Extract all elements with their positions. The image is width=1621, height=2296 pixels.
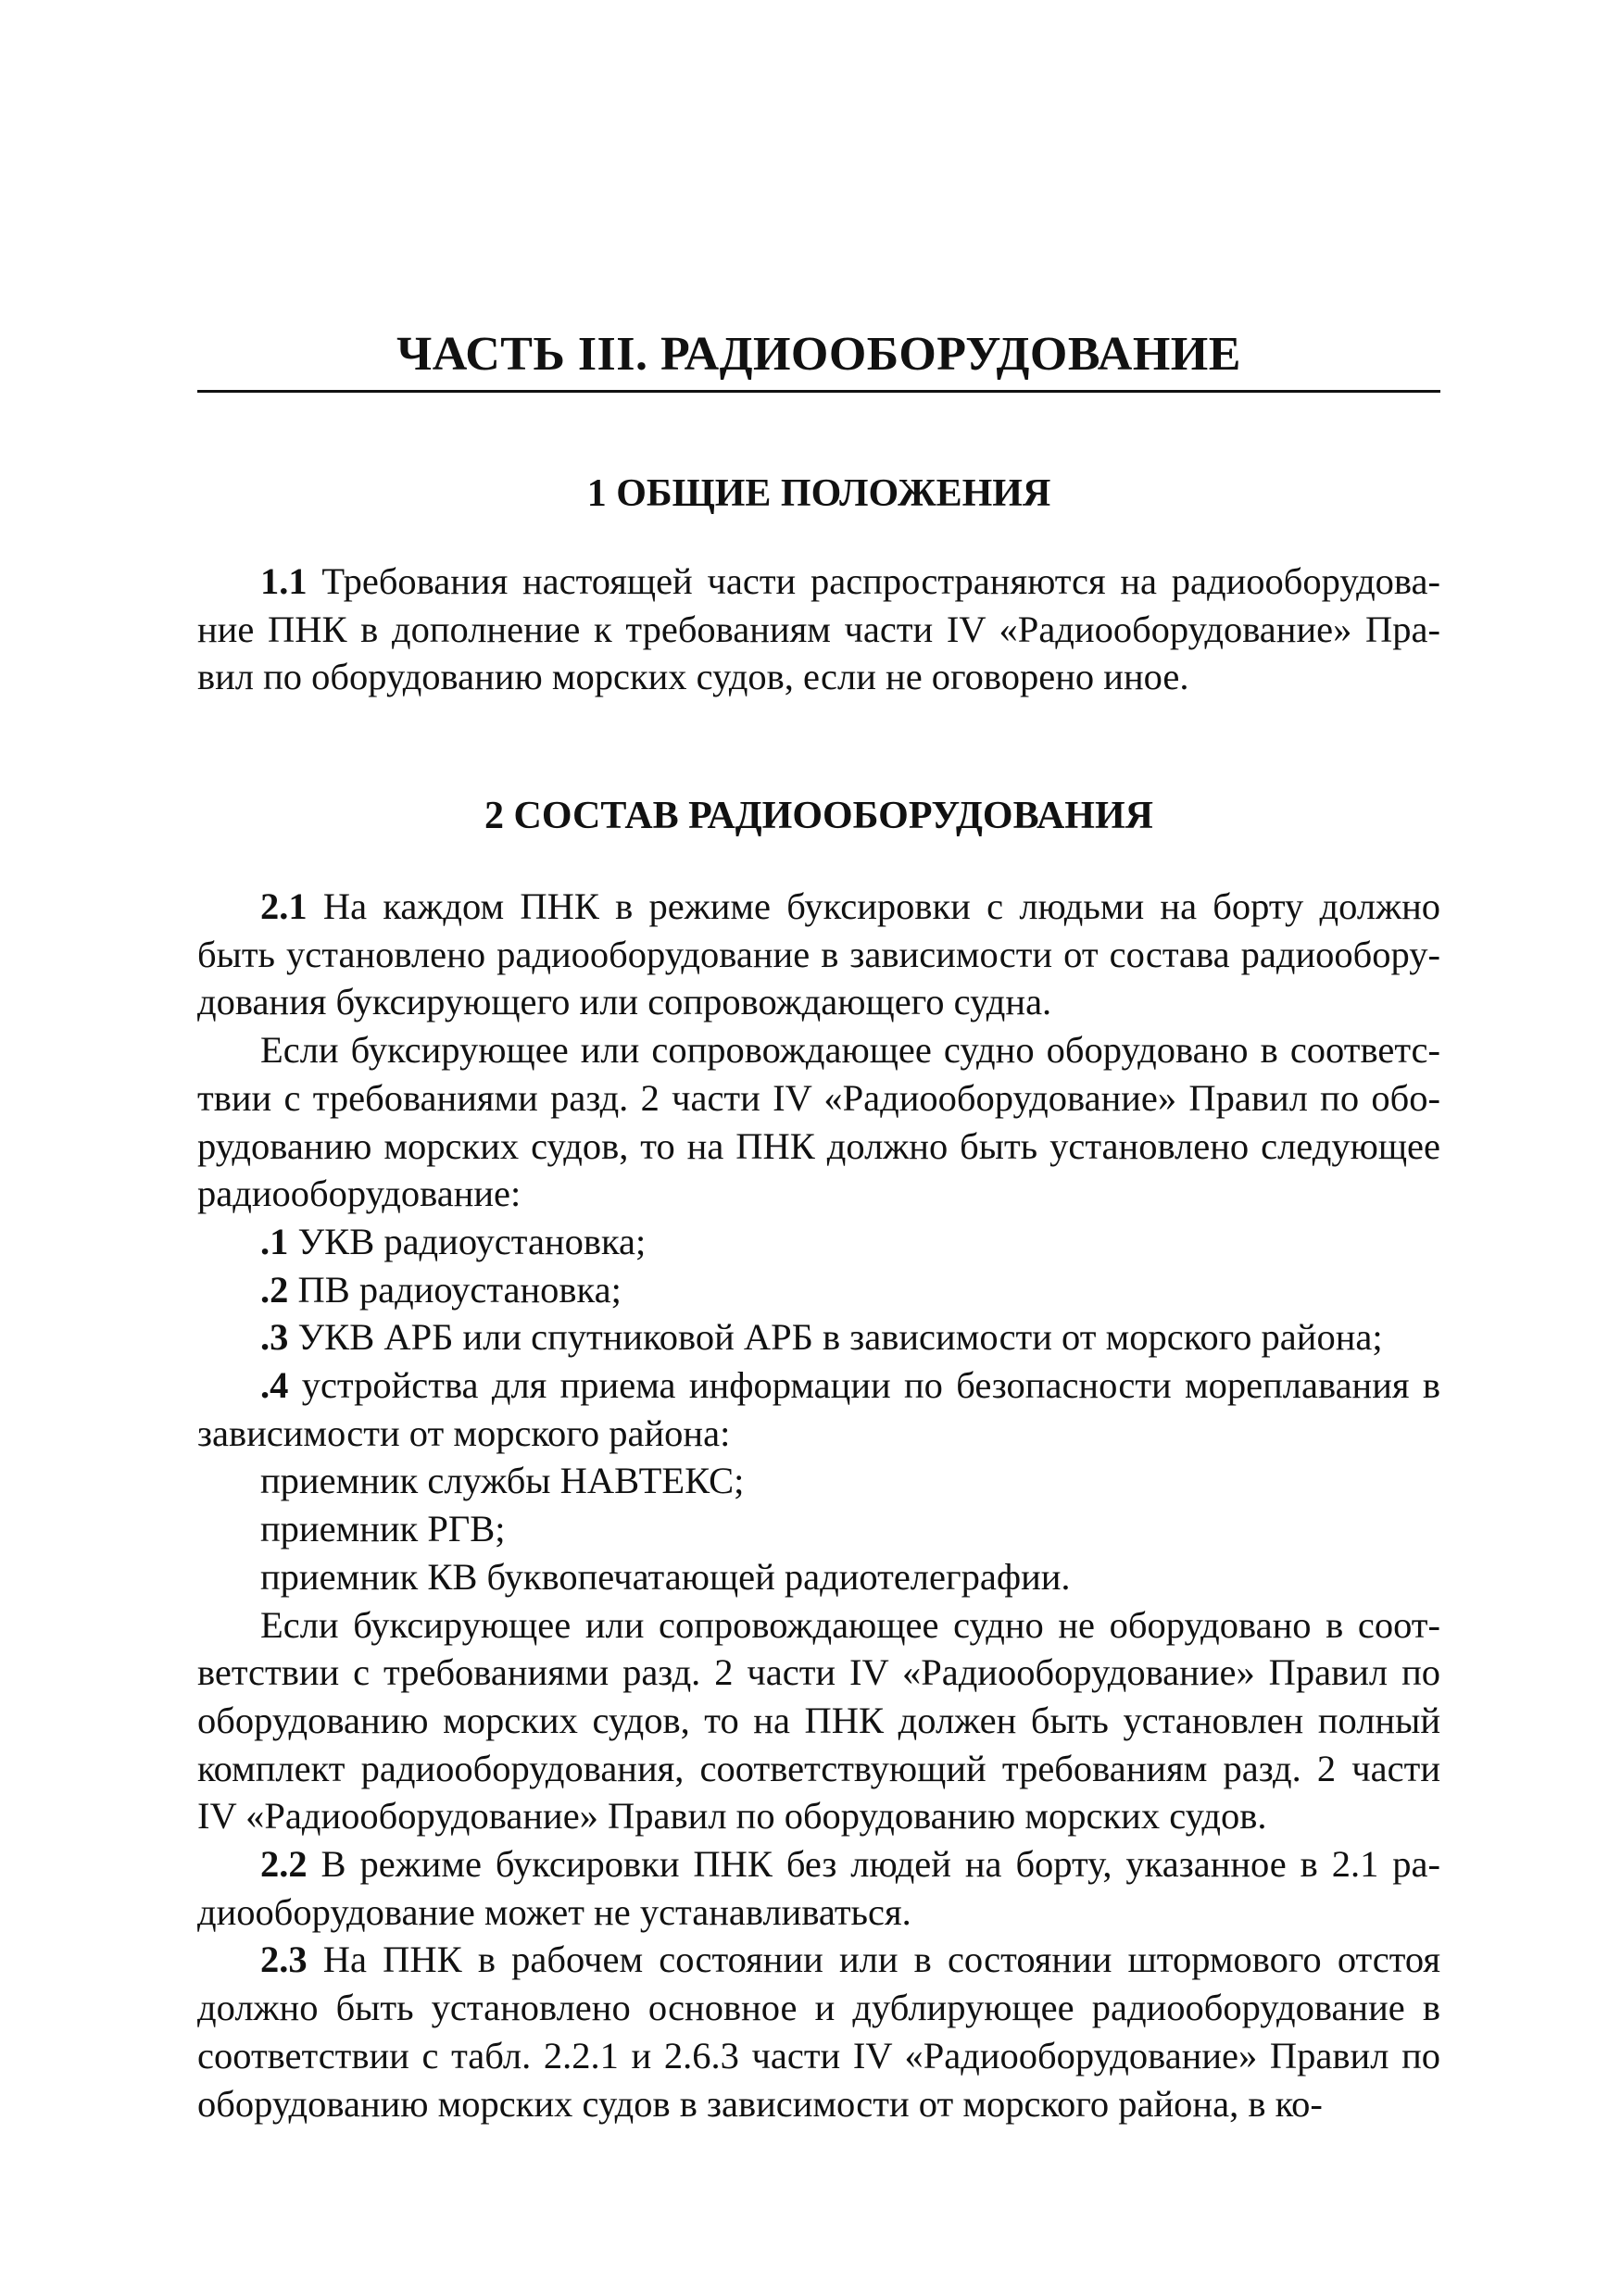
- paragraph-2-3: [197, 1936, 1440, 2127]
- list-item-text: УКВ АРБ или спутниковой АРБ в зависимости от морского района;: [288, 1316, 1383, 1359]
- list-item-number: .3: [260, 1316, 289, 1359]
- paragraph-text: Требования настоящей части распространяются на радиооборудование ПНК в дополнение к требованиям части IV «Радиооборудование» Правил по оборудованию морских судов, если не оговорено иное.: [197, 560, 1440, 698]
- paragraph-2-1-continuation: Если буксирующее или сопровождающее судно оборудовано в соответствии с требованиями разд. 2 части IV «Радиооборудование» Правил по оборудованию морских судов, то на ПНК должно быть установлено следующее радиооборудование:: [197, 1029, 1440, 1215]
- receiver-item: приемник КВ буквопечатающей радиотелеграфии.: [260, 1555, 1071, 1598]
- section-2-body: [197, 883, 1440, 2127]
- list-item: [197, 1361, 1440, 1457]
- receiver-item: приемник РГВ;: [260, 1508, 506, 1550]
- list-item-number: .1: [260, 1220, 289, 1262]
- section-2-title: 2 СОСТАВ РАДИООБОРУДОВАНИЯ: [484, 795, 1153, 837]
- paragraph-number: 1.1: [260, 560, 308, 602]
- list-item-text: ПВ радиоустановка;: [288, 1268, 622, 1311]
- paragraph-2-2: [197, 1840, 1440, 1936]
- list-item-text: устройства для приема информации по безопасности мореплавания в зависимости от морского района:: [197, 1364, 1440, 1454]
- paragraph-number: 2.3: [260, 1938, 308, 1981]
- list-item: [197, 1218, 1440, 1266]
- paragraph-text: На каждом ПНК в режиме буксировки с людьми на борту должно быть установлено радиооборудование в зависимости от состава радиооборудования буксирующего или сопровождающего судна.: [197, 885, 1440, 1023]
- part-title: ЧАСТЬ III. РАДИООБОРУДОВАНИЕ: [396, 328, 1241, 381]
- list-item-number: .4: [260, 1364, 289, 1407]
- list-item-text: УКВ радиоустановка;: [288, 1220, 647, 1262]
- paragraph-1-1: [197, 558, 1440, 701]
- list-item: [197, 1313, 1440, 1361]
- paragraph-2-1-alternative: Если буксирующее или сопровождающее судно не оборудовано в соответствии с требованиями разд. 2 части IV «Радиооборудование» Правил по оборудованию морских судов, то на ПНК должен быть установлен полный комплект радиооборудования, соответствующий требованиям разд. 2 части IV «Радиооборудование» Правил по оборудованию морских судов.: [197, 1603, 1440, 1838]
- paragraph-text: На ПНК в рабочем состоянии или в состоянии штормового отстоя должно быть установлено основное и дублирующее радиооборудование в соответствии с табл. 2.2.1 и 2.6.3 части IV «Радиооборудование» Правил по оборудованию морских судов в зависимости от морского района, в ко-: [197, 1938, 1440, 2125]
- receiver-item: приемник службы НАВТЕКС;: [260, 1460, 745, 1502]
- paragraph-number: 2.1: [260, 885, 308, 927]
- list-item-number: .2: [260, 1268, 289, 1311]
- list-item: [197, 1266, 1440, 1314]
- paragraph-number: 2.2: [260, 1843, 308, 1886]
- paragraph-2-1: [197, 883, 1440, 1026]
- title-rule: [197, 390, 1440, 393]
- section-1-title: 1 ОБЩИЕ ПОЛОЖЕНИЯ: [586, 472, 1051, 515]
- section-1-body: [197, 558, 1440, 701]
- paragraph-text: В режиме буксировки ПНК без людей на борту, указанное в 2.1 радиооборудование может не устанавливаться.: [197, 1843, 1440, 1933]
